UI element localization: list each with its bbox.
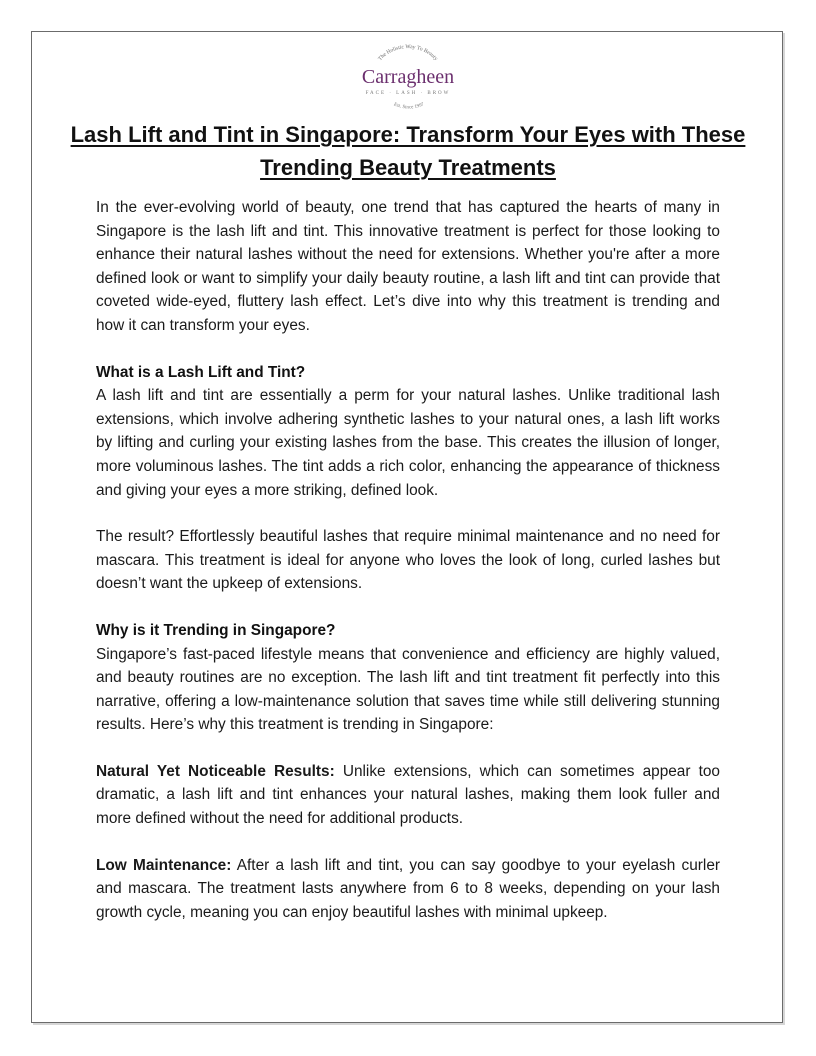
point-low-maintenance-label: Low Maintenance: <box>96 856 232 874</box>
logo-est: Est. Since 1997 <box>392 102 426 111</box>
point-natural-results <box>96 760 720 831</box>
article-body <box>96 196 720 924</box>
logo-brand: Carragheen <box>361 66 455 88</box>
what-is-paragraph-2: The result? Effortlessly beautiful lashes that require minimal maintenance and no need for mascara. This treatment is ideal for anyone who loves the look of long, curled lashes but doesn’t want the upkeep of extensions. <box>96 528 720 593</box>
point-low-maintenance-text: After a lash lift and tint, you can say goodbye to your eyelash curler and mascara. The treatment lasts anywhere from 6 to 8 weeks, depending on your lash growth cycle, meaning you can enjoy beautiful lashes with minimal upkeep. <box>96 856 721 921</box>
point-natural-results-text: Unlike extensions, which can sometimes appear too dramatic, a lash lift and tint enhances your natural lashes, making them look fuller and more defined without the need for additional products. <box>96 762 720 828</box>
point-natural-results-label: Natural Yet Noticeable Results: <box>96 762 335 780</box>
why-trending-paragraph: Singapore’s fast-paced lifestyle means that convenience and efficiency are highly valued, and beauty routines are no exception. The lash lift and tint treatment fit perfectly into this narrative, offering a low-maintenance solution that saves time while still delivering stunning results. Here’s why this treatment is trending in Singapore: <box>96 645 720 734</box>
logo-tagline: The Holistic Way To Beauty <box>377 44 439 63</box>
logo-services: FACE · LASH · BROW <box>365 91 451 96</box>
section-heading-what-is: What is a Lash Lift and Tint? <box>96 363 306 381</box>
section-heading-why-trending: Why is it Trending in Singapore? <box>96 621 336 639</box>
carragheen-logo <box>348 42 468 120</box>
page-title: Lash Lift and Tint in Singapore: Transform Your Eyes with These Trending Beauty Treatments <box>70 122 746 180</box>
point-low-maintenance <box>96 854 720 925</box>
what-is-paragraph-1: A lash lift and tint are essentially a perm for your natural lashes. Unlike traditional lash extensions, which involve adhering synthetic lashes to your natural ones, a lash lift works by lifting and curling your existing lashes from the base. This creates the illusion of longer, more voluminous lashes. The tint adds a rich color, enhancing the appearance of thickness and giving your eyes a more striking, defined look. <box>96 387 720 499</box>
logo-graphic <box>348 42 468 120</box>
intro-paragraph: In the ever-evolving world of beauty, one trend that has captured the hearts of many in Singapore is the lash lift and tint. This innovative treatment is perfect for those looking to enhance their natural lashes without the need for extensions. Whether you're after a more defined look or want to simplify your daily beauty routine, a lash lift and tint can provide that coveted wide-eyed, fluttery lash effect. Let’s dive into why this treatment is trending and how it can transform your eyes. <box>96 199 720 334</box>
